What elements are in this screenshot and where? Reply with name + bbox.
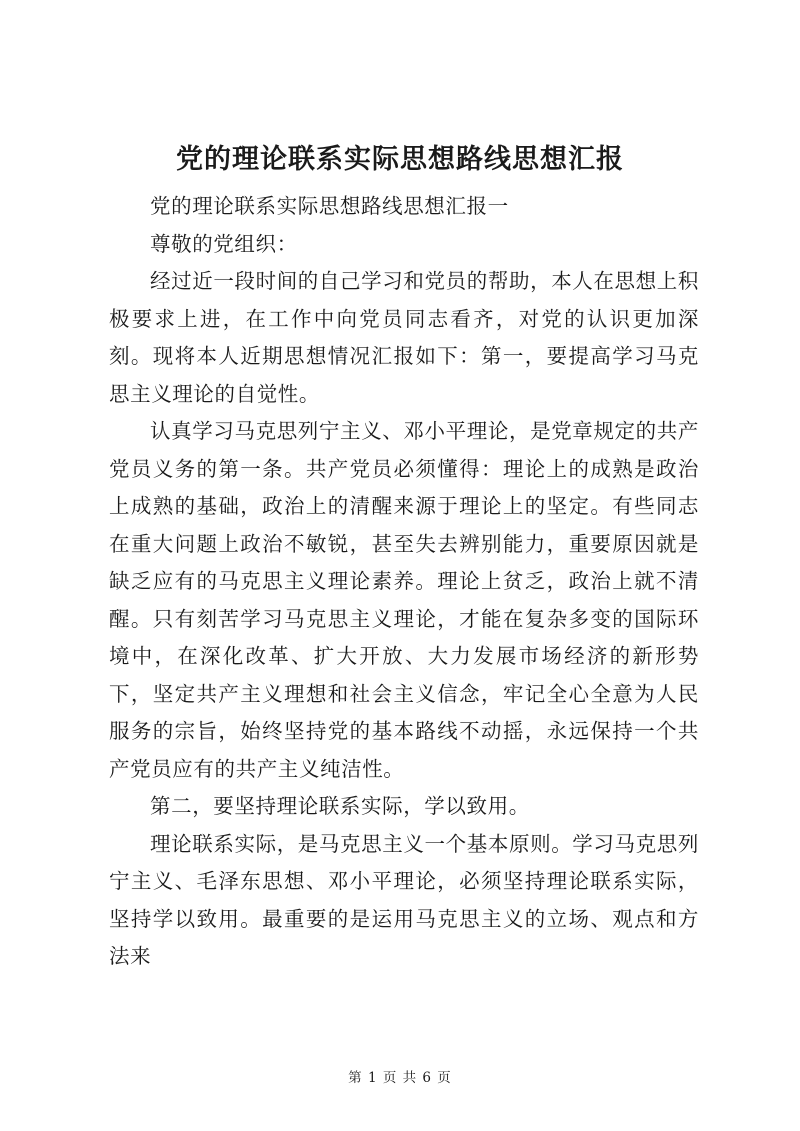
document-title: 党的理论联系实际思想路线思想汇报 [176, 144, 624, 175]
paragraph-theory-practice: 理论联系实际，是马克思主义一个基本原则。学习马克思列宁主义、毛泽东思想、邓小平理论，必须坚持理论联系实际，坚持学以致用。最重要的是运用马克思主义的立场、观点和方法来 [109, 831, 699, 968]
document-body [109, 188, 699, 976]
paragraph-study-theory: 认真学习马克思列宁主义、邓小平理论，是党章规定的共产党员义务的第一条。共产党员必须懂得：理论上的成熟是政治上成熟的基础，政治上的清醒来源于理论上的坚定。有些同志在重大问题上政治不敏锐，甚至失去辨别能力，重要原因就是缺乏应有的马克思主义理论素养。理论上贫乏，政治上就不清醒。只有刻苦学习马克思主义理论，才能在复杂多变的国际环境中，在深化改革、扩大开放、大力发展市场经济的新形势下，坚定共产主义理想和社会主义信念，牢记全心全意为人民服务的宗旨，始终坚持党的基本路线不动摇，永远保持一个共产党员应有的共产主义纯洁性。 [109, 419, 699, 781]
page-number-footer: 第 1 页 共 6 页 [348, 1070, 452, 1086]
paragraph-salutation: 尊敬的党组织： [150, 231, 298, 256]
paragraph-intro: 经过近一段时间的自己学习和党员的帮助，本人在思想上积极要求上进，在工作中向党员同志看齐，对党的认识更加深刻。现将本人近期思想情况汇报如下：第一，要提高学习马克思主义理论的自觉性。 [109, 269, 699, 406]
paragraph-second-point: 第二，要坚持理论联系实际，学以致用。 [150, 794, 530, 818]
paragraph-report-heading: 党的理论联系实际思想路线思想汇报一 [150, 194, 509, 218]
